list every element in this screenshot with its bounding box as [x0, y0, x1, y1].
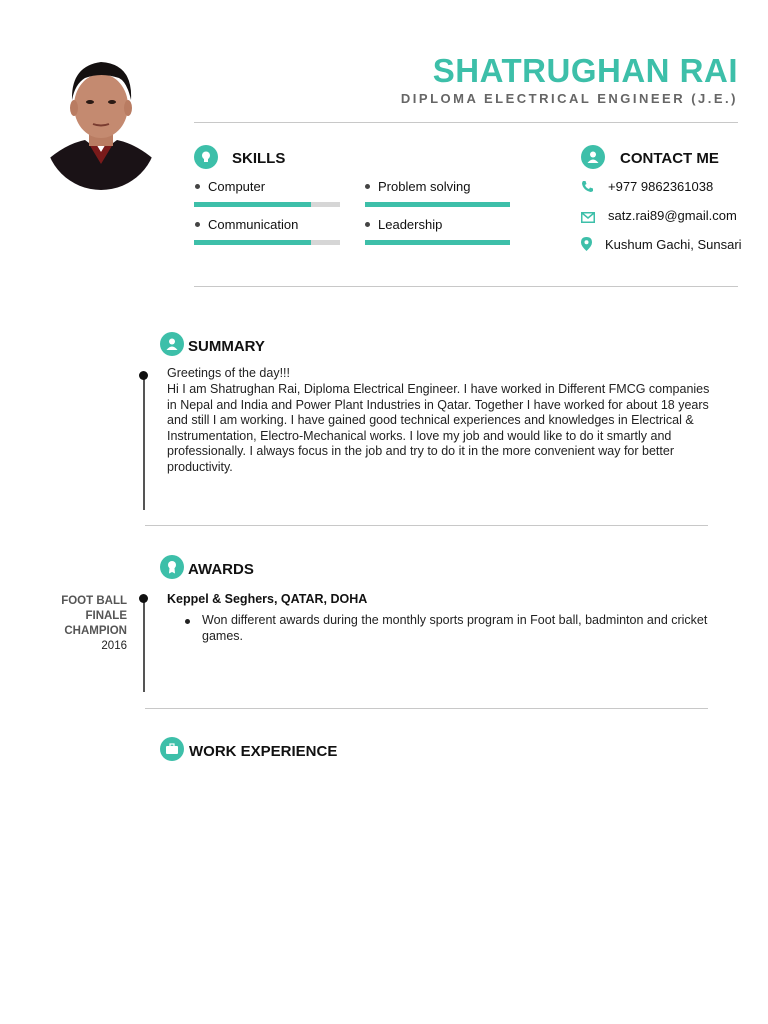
person-icon	[160, 332, 184, 356]
award-side-line: CHAMPION	[64, 625, 127, 637]
phone-icon	[581, 180, 594, 198]
timeline-line	[143, 600, 145, 692]
location-pin-icon	[581, 237, 592, 256]
timeline-dot	[139, 594, 148, 603]
award-description: Won different awards during the monthly sports program in Foot ball, badminton and cricket games.	[202, 613, 708, 643]
skill-bar-fill	[365, 240, 510, 245]
skill-label-leadership: Leadership	[378, 217, 443, 232]
skill-bar-problem-solving	[365, 202, 510, 207]
skill-bar-fill	[365, 202, 510, 207]
person-icon	[581, 145, 605, 169]
award-organization: Keppel & Seghers, QATAR, DOHA	[167, 592, 368, 606]
skill-bullet	[195, 222, 200, 227]
timeline-dot	[139, 371, 148, 380]
contact-phone: +977 9862361038	[608, 179, 714, 194]
summary-greeting: Greetings of the day!!!	[167, 366, 290, 380]
skill-label-computer: Computer	[208, 179, 266, 194]
job-title: DIPLOMA ELECTRICAL ENGINEER (J.E.)	[400, 91, 738, 106]
award-year: 2016	[101, 640, 127, 652]
award-side-line: FINALE	[85, 610, 127, 622]
skills-heading: SKILLS	[232, 150, 286, 167]
contact-heading: CONTACT ME	[620, 150, 719, 167]
skill-label-communication: Communication	[208, 217, 299, 232]
timeline-line	[143, 376, 145, 510]
award-bullet	[185, 619, 190, 624]
envelope-icon	[581, 210, 595, 228]
contact-address: Kushum Gachi, Sunsari	[605, 237, 742, 252]
lightbulb-icon	[194, 145, 218, 169]
award-icon	[160, 555, 184, 579]
award-side-line: FOOT BALL	[61, 595, 127, 607]
awards-heading: AWARDS	[188, 561, 254, 578]
skill-bar-fill	[194, 202, 311, 207]
work-experience-heading: WORK EXPERIENCE	[189, 743, 338, 760]
skill-label-problem-solving: Problem solving	[378, 179, 471, 194]
skill-bullet	[365, 222, 370, 227]
header-divider	[194, 122, 738, 123]
profile-photo	[45, 52, 157, 190]
skill-bullet	[365, 184, 370, 189]
skill-bullet	[195, 184, 200, 189]
skill-bar-computer	[194, 202, 340, 207]
contact-email: satz.rai89@gmail.com	[608, 208, 737, 223]
award-side-label	[30, 594, 127, 654]
summary-heading: SUMMARY	[188, 338, 265, 355]
skill-bar-communication	[194, 240, 340, 245]
skills-divider	[194, 286, 738, 287]
candidate-name: SHATRUGHAN RAI	[432, 52, 738, 89]
briefcase-icon	[160, 737, 184, 761]
skill-bar-leadership	[365, 240, 510, 245]
summary-text: Hi I am Shatrughan Rai, Diploma Electrical Engineer. I have worked in Different FMCG companies in Nepal and India and Power Plant Industries in Qatar. Together I have worked for about 18 years and still I am working. I have gained good technical experiences and knowledges in Electrical & Instrumentation, Electro-Mechanical works. I love my job and would like to do it smartly and professionally. I always focus in the job and try to do it in the more convenient way for better productivity.	[167, 382, 710, 474]
awards-divider	[145, 708, 708, 709]
summary-divider	[145, 525, 708, 526]
skill-bar-fill	[194, 240, 311, 245]
